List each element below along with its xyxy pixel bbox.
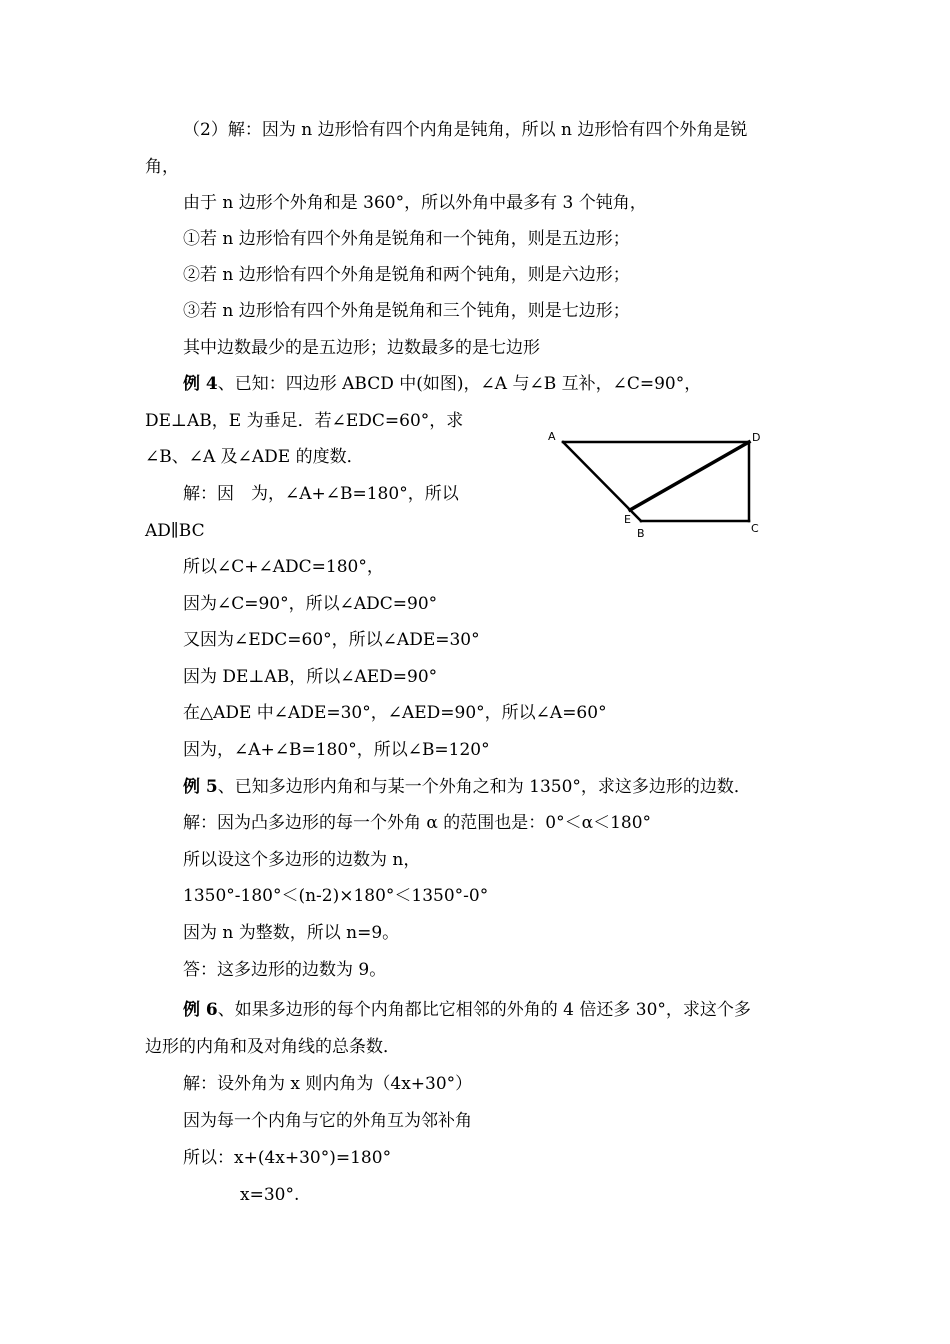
part2-line1: （2）解：因为 n 边形恰有四个内角是钝角，所以 n 边形恰有四个外角是锐: [183, 120, 748, 140]
example4-problem-line1: [183, 374, 701, 394]
example6-label: 例 6: [183, 1000, 218, 1020]
example5-problem-text: 、已知多边形内角和与某一个外角之和为 1350°，求这多边形的边数．: [217, 777, 751, 797]
part2-case3: ③若 n 边形恰有四个外角是锐角和三个钝角，则是七边形；: [183, 301, 630, 321]
example6-solution-line2: 因为每一个内角与它的外角互为邻补角: [183, 1111, 472, 1131]
example4-solution-line2: AD∥BC: [145, 521, 205, 541]
example6-problem-text: 、如果多边形的每个内角都比它相邻的外角的 4 倍还多 30°，求这个多: [217, 1000, 751, 1020]
example4-solution-line5: 又因为∠EDC=60°，所以∠ADE=30°: [183, 630, 480, 650]
example4-solution-line7: 在△ADE 中∠ADE=30°，∠AED=90°，所以∠A=60°: [183, 703, 607, 723]
example5-label: 例 5: [183, 777, 218, 797]
quadrilateral-figure: [540, 424, 770, 544]
example4-label: 例 4: [183, 374, 218, 394]
example5-problem: [183, 777, 751, 797]
example6-solution-line3: 所以：x+(4x+30°)=180°: [183, 1148, 392, 1168]
label-d: D: [752, 431, 761, 444]
example6-solution-line4: x=30°.: [240, 1185, 300, 1205]
segment-de: [630, 442, 749, 510]
part2-case2: ②若 n 边形恰有四个外角是锐角和两个钝角，则是六边形；: [183, 265, 630, 285]
label-b: B: [637, 527, 645, 540]
example4-problem-line3: ∠B、∠A 及∠ADE 的度数．: [145, 447, 364, 467]
part2-case1: ①若 n 边形恰有四个外角是锐角和一个钝角，则是五边形；: [183, 229, 630, 249]
example4-solution-line1: 解：因 为，∠A+∠B=180°，所以: [183, 484, 459, 504]
label-c: C: [751, 522, 759, 535]
example4-solution-line8: 因为，∠A+∠B=180°，所以∠B=120°: [183, 740, 490, 760]
example4-solution-line6: 因为 DE⊥AB，所以∠AED=90°: [183, 667, 438, 687]
part2-line1-cont: 角，: [145, 157, 179, 177]
example4-problem-line2: DE⊥AB，E 为垂足．若∠EDC=60°，求: [145, 411, 464, 431]
label-a: A: [548, 430, 556, 443]
example6-problem-line1: [183, 1000, 751, 1020]
example6-problem-line2: 边形的内角和及对角线的总条数．: [145, 1037, 400, 1057]
label-e: E: [624, 513, 631, 526]
example5-solution-line1: 解：因为凸多边形的每一个外角 α 的范围也是：0°＜α＜180°: [183, 813, 652, 833]
example4-problem-text: 、已知：四边形 ABCD 中(如图)，∠A 与∠B 互补，∠C=90°，: [217, 374, 702, 394]
example4-solution-line3: 所以∠C+∠ADC=180°，: [183, 557, 384, 577]
example4-solution-line4: 因为∠C=90°，所以∠ADC=90°: [183, 594, 438, 614]
example5-solution-line4: 因为 n 为整数，所以 n=9。: [183, 923, 400, 943]
example5-answer: 答：这多边形的边数为 9。: [183, 960, 387, 980]
part2-line2: 由于 n 边形个外角和是 360°，所以外角中最多有 3 个钝角，: [183, 193, 647, 213]
example5-solution-line2: 所以设这个多边形的边数为 n，: [183, 850, 421, 870]
example6-solution-line1: 解：设外角为 x 则内角为（4x+30°）: [183, 1074, 473, 1094]
part2-conclusion: 其中边数最少的是五边形；边数最多的是七边形: [183, 338, 540, 358]
example5-solution-line3: 1350°-180°＜(n-2)×180°＜1350°-0°: [183, 886, 489, 906]
